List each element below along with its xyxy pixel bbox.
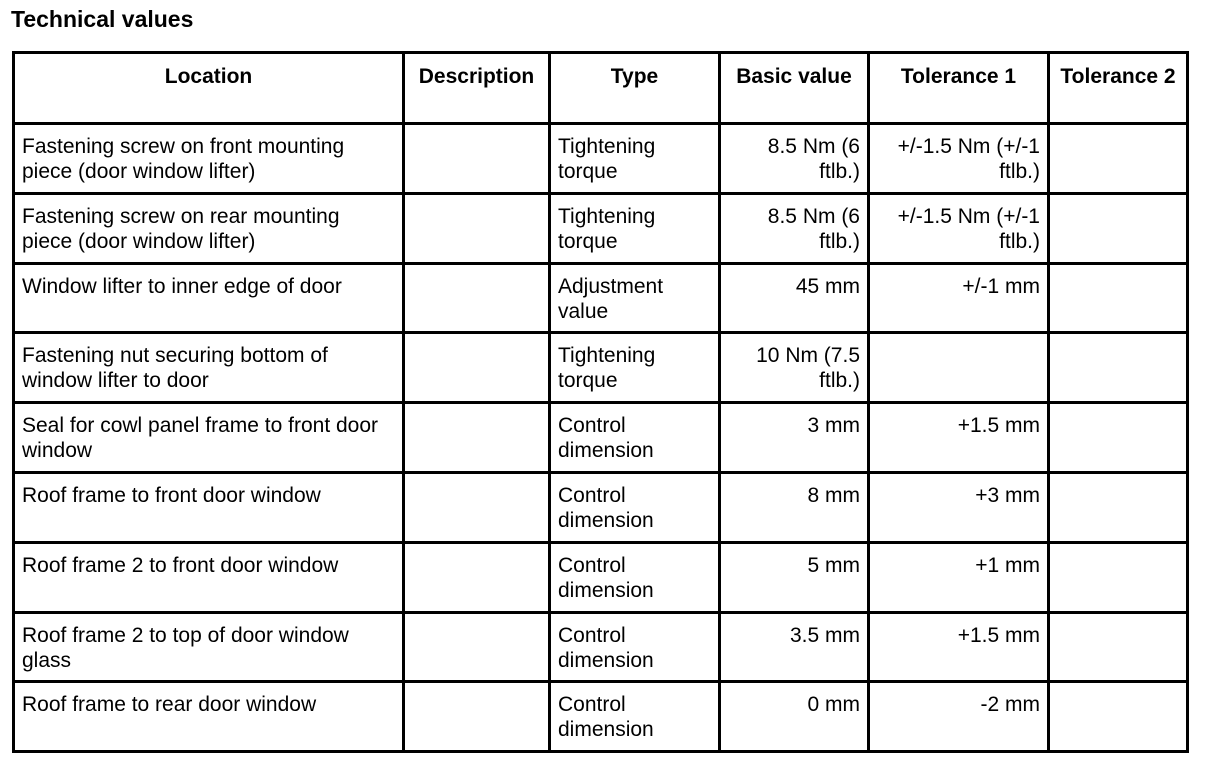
cell-description (404, 193, 550, 263)
cell-location: Roof frame to front door window (14, 472, 404, 542)
table-row (14, 263, 1188, 333)
cell-tolerance-1: +1.5 mm (869, 403, 1049, 473)
cell-description (404, 333, 550, 403)
cell-basic-value: 10 Nm (7.5 ftlb.) (720, 333, 869, 403)
cell-type: Control dimension (550, 542, 720, 612)
cell-basic-value: 3.5 mm (720, 612, 869, 682)
cell-type: Tightening torque (550, 333, 720, 403)
table-row (14, 403, 1188, 473)
cell-tolerance-2 (1049, 263, 1188, 333)
table-row (14, 124, 1188, 194)
cell-basic-value: 8.5 Nm (6 ftlb.) (720, 124, 869, 194)
cell-description (404, 124, 550, 194)
header-row (14, 53, 1188, 124)
table-header (14, 53, 1188, 124)
column-header-type: Type (550, 53, 720, 124)
cell-type: Tightening torque (550, 193, 720, 263)
cell-tolerance-2 (1049, 612, 1188, 682)
page-title: Technical values (11, 6, 194, 32)
cell-location: Window lifter to inner edge of door (14, 263, 404, 333)
cell-tolerance-1 (869, 333, 1049, 403)
column-header-tolerance-2: Tolerance 2 (1049, 53, 1188, 124)
cell-type: Tightening torque (550, 124, 720, 194)
cell-type: Control dimension (550, 612, 720, 682)
cell-description (404, 542, 550, 612)
cell-tolerance-2 (1049, 682, 1188, 752)
cell-tolerance-2 (1049, 472, 1188, 542)
cell-tolerance-1: +/-1 mm (869, 263, 1049, 333)
cell-tolerance-1: +1.5 mm (869, 612, 1049, 682)
table-row (14, 612, 1188, 682)
cell-type: Adjustment value (550, 263, 720, 333)
cell-description (404, 263, 550, 333)
cell-location: Fastening nut securing bottom of window lifter to door (14, 333, 404, 403)
cell-tolerance-1: +/-1.5 Nm (+/-1 ftlb.) (869, 193, 1049, 263)
column-header-tolerance-1: Tolerance 1 (869, 53, 1049, 124)
cell-tolerance-1: +/-1.5 Nm (+/-1 ftlb.) (869, 124, 1049, 194)
cell-description (404, 682, 550, 752)
column-header-description: Description (404, 53, 550, 124)
table-row (14, 472, 1188, 542)
technical-values-table (12, 51, 1189, 753)
column-header-basic-value: Basic value (720, 53, 869, 124)
cell-basic-value: 8 mm (720, 472, 869, 542)
cell-location: Seal for cowl panel frame to front door window (14, 403, 404, 473)
cell-description (404, 612, 550, 682)
cell-type: Control dimension (550, 682, 720, 752)
cell-tolerance-2 (1049, 333, 1188, 403)
cell-basic-value: 8.5 Nm (6 ftlb.) (720, 193, 869, 263)
column-header-location: Location (14, 53, 404, 124)
cell-basic-value: 0 mm (720, 682, 869, 752)
cell-type: Control dimension (550, 472, 720, 542)
table-row (14, 682, 1188, 752)
cell-location: Roof frame to rear door window (14, 682, 404, 752)
cell-tolerance-2 (1049, 193, 1188, 263)
cell-basic-value: 3 mm (720, 403, 869, 473)
cell-description (404, 472, 550, 542)
cell-basic-value: 45 mm (720, 263, 869, 333)
cell-type: Control dimension (550, 403, 720, 473)
cell-tolerance-2 (1049, 403, 1188, 473)
cell-location: Roof frame 2 to front door window (14, 542, 404, 612)
cell-tolerance-1: +3 mm (869, 472, 1049, 542)
cell-location: Fastening screw on front mounting piece (door window lifter) (14, 124, 404, 194)
cell-tolerance-2 (1049, 124, 1188, 194)
table-body (14, 124, 1188, 752)
cell-tolerance-1: -2 mm (869, 682, 1049, 752)
cell-location: Fastening screw on rear mounting piece (door window lifter) (14, 193, 404, 263)
cell-description (404, 403, 550, 473)
cell-basic-value: 5 mm (720, 542, 869, 612)
table-row (14, 542, 1188, 612)
cell-tolerance-1: +1 mm (869, 542, 1049, 612)
table-row (14, 193, 1188, 263)
table-row (14, 333, 1188, 403)
cell-tolerance-2 (1049, 542, 1188, 612)
cell-location: Roof frame 2 to top of door window glass (14, 612, 404, 682)
